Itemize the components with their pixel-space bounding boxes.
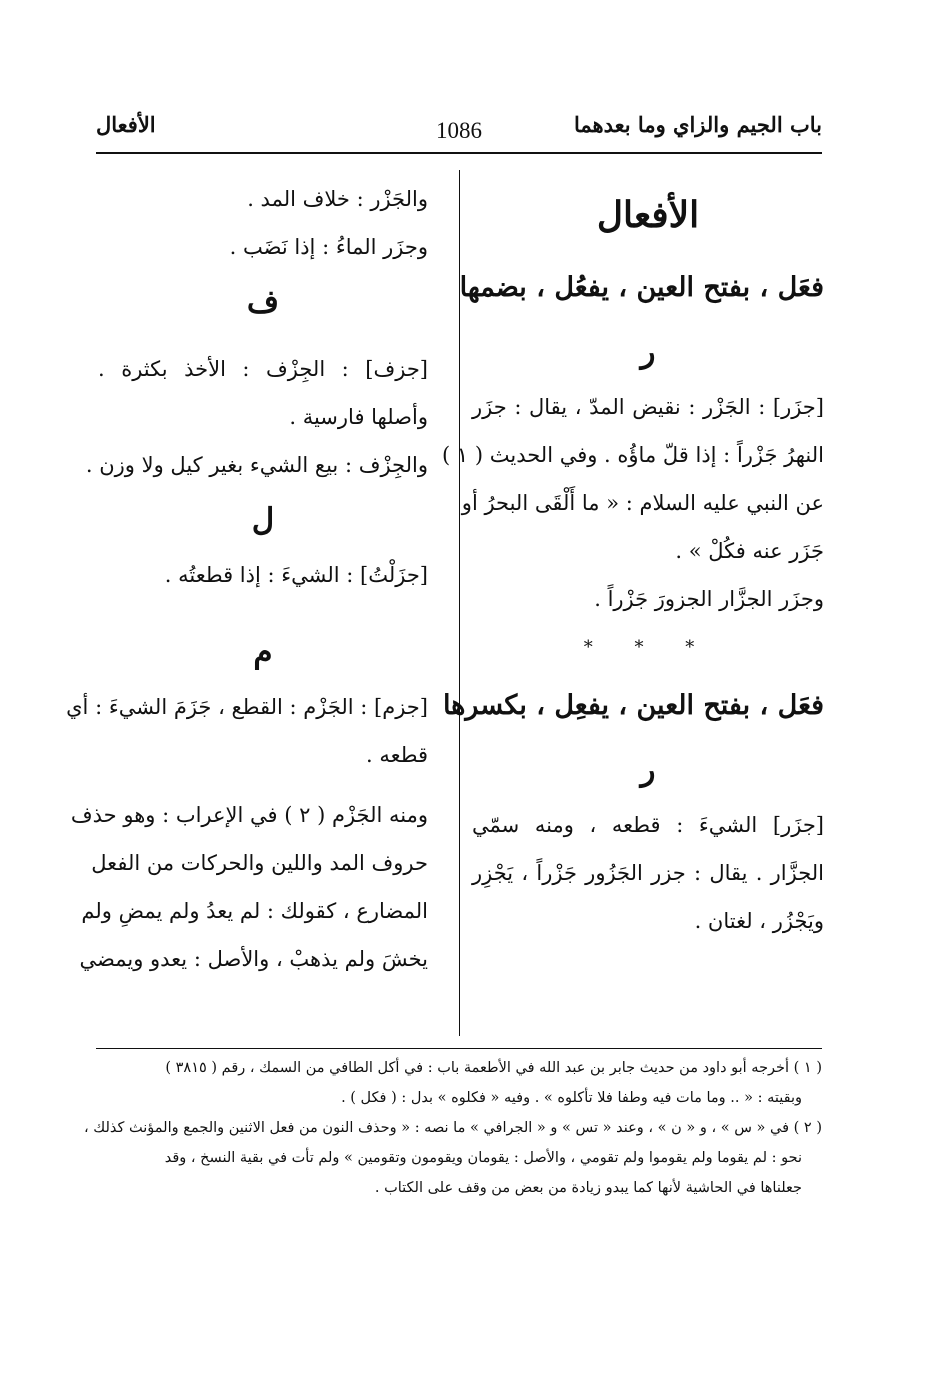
entry-line: عن النبي عليه السلام : « ما أَلْقَى البحرُ أو: [461, 491, 824, 515]
entry-line: [جزم] : الجَزْم : القطع ، جَزَمَ الشيءَ : أي: [66, 695, 428, 719]
entry-line: ومنه الجَزْم ( ٢ ) في الإعراب : وهو حذف: [70, 803, 428, 827]
entry-line: المضارع ، كقولك : لم يعدُ ولم يمضِ ولم: [81, 899, 428, 923]
letter-heading-ra-1: ر: [640, 334, 656, 370]
entry-line: [جزَر] الشيءَ : قطعه ، ومنه سمّي: [472, 813, 824, 837]
entry-line: جَزَر عنه فكُلْ » .: [675, 539, 824, 563]
entry-line: [جزف] : الجِزْف : الأخذ بكثرة .: [98, 357, 428, 381]
header-rule: [96, 152, 822, 154]
entry-jazm-2: [70, 791, 428, 983]
entry-jazar: [442, 383, 824, 575]
page-number: 1086: [436, 118, 482, 143]
entry-jazalt: [جزَلْتُ] : الشيءَ : إذا قطعتُه .: [164, 563, 428, 587]
right-column: [442, 175, 824, 945]
entry-line: يخشَ ولم يذهبْ ، والأصل : يعدو ويمضي: [79, 947, 428, 971]
footnote-line: ( ١ ) أخرجه أبو داود من حديث جابر بن عبد الله في الأطعمة باب : في أكل الطافي من السمك ، رقم ( ٣٨١٥ ): [165, 1060, 822, 1076]
entry-line: ويَجْزُر ، لغتان .: [694, 909, 824, 933]
entry-jazzar: وجزَر الجزَّار الجزورَ جَزْراً .: [594, 587, 824, 611]
entry-line: قطعه .: [365, 743, 428, 767]
entry-line: [جزَر] : الجَزْر : نقيض المدّ ، يقال : جزَر: [472, 395, 824, 419]
entry-jazar-maa: وجزَر الماءُ : إذا نَضَب .: [229, 235, 428, 259]
entry-jazar-2: [472, 801, 824, 945]
footnotes: [83, 1048, 822, 1203]
section-heading-2: فعَل ، بفتح العين ، يفعِل ، بكسرها: [442, 690, 824, 721]
letter-heading-ra-2: ر: [640, 752, 656, 788]
letter-heading-mim: م: [253, 634, 273, 670]
footnote-line: نحو : لم يقوما ولم يقوموا ولم تقومي ، والأصل : يقومان ويقومون وتقومين » ولم تأت في بقية النسخ ، وقد: [164, 1150, 802, 1166]
footnote-line: وبقيته : « .. وما مات فيه وطفا فلا تأكلوه » . وفيه « فكلوه » بدل : ( فكل ) .: [341, 1090, 802, 1106]
letter-heading-lam: ل: [251, 502, 275, 538]
section-running-title: الأفعال: [96, 112, 156, 137]
footnote-line: جعلناها في الحاشية لأنها كما يبدو زيادة من بعض من وقف على الكتاب .: [374, 1180, 802, 1196]
entry-jazf: [98, 345, 428, 441]
section-heading-1: فعَل ، بفتح العين ، يفعُل ، بضمها: [459, 272, 824, 303]
letter-heading-fa: ف: [246, 284, 280, 320]
footnote-line: ( ٢ ) في « س » ، و « ن » ، وعند « تس » و « الجرافي » ما نصه : « وحذف النون من فعل الاثنين والجمع والمؤنث كذلك ،: [83, 1120, 822, 1136]
entry-line: وأصلها فارسية .: [289, 405, 428, 429]
main-title: الأفعال: [596, 194, 700, 236]
chapter-title: باب الجيم والزاي وما بعدهما: [574, 112, 822, 137]
entry-line: النهرُ جَزْراً : إذا قلّ ماؤُه . وفي الحديث ( ١ ): [442, 443, 824, 467]
page-header: [96, 112, 822, 152]
separator-stars: * * *: [583, 637, 713, 658]
entry-line: حروف المد واللين والحركات من الفعل: [91, 851, 428, 875]
left-column: [66, 175, 428, 983]
entry-line: الجزَّار . يقال : جزر الجَزُور جَزْراً ، يَجْزِر: [472, 861, 824, 885]
entry-jazf-2: والجِزْف : بيع الشيء بغير كيل ولا وزن .: [85, 453, 428, 477]
entry-jazm: [66, 683, 428, 779]
entry-jazr: والجَزْر : خلاف المد .: [247, 187, 428, 211]
